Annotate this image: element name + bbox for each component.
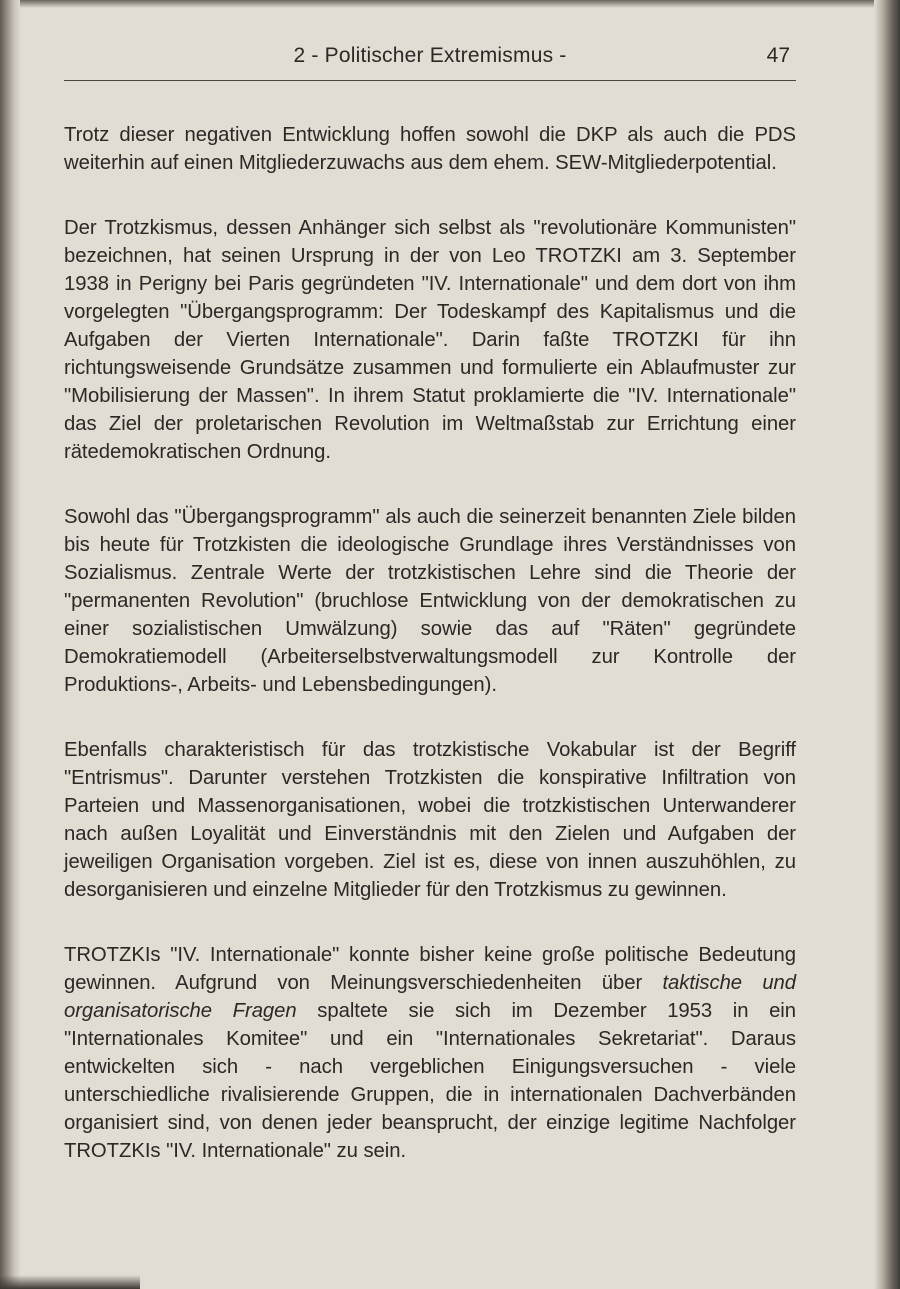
paragraph-trotzkismus-origin: Der Trotzkismus, dessen Anhänger sich selbst als "revolutionäre Kommunisten" bezeichnen, hat seinen Ursprung in der von Leo TROTZKI am 3. September 1938 in Perigny bei Paris gegründeten "IV. Internationale" und dem dort von ihm vorgelegten "Übergangsprogramm: Der Todeskampf des Kapitalismus und die Aufgaben der Vierten Internationale". Darin faßte TROTZKI für ihn richtungsweisende Grundsätze zusammen und formulierte ein Ablaufmuster zur "Mobilisierung der Massen". In ihrem Statut proklamierte die "IV. Internationale" das Ziel der proletarischen Revolution im Weltmaßstab zur Errichtung einer rätedemokratischen Ordnung.: [64, 217, 796, 463]
paragraph-text-before: TROTZKIs "IV. Internationale" konnte bisher keine große politische Bedeutung gewinnen. Aufgrund von Meinungsverschiedenheiten über: [64, 944, 796, 994]
page-number: 47: [766, 44, 790, 67]
paragraph-dkp-pds: Trotz dieser negativen Entwicklung hoffen sowohl die DKP als auch die PDS weiterhin auf einen Mitgliederzuwachs aus dem ehem. SEW-Mitgliederpotential.: [64, 124, 796, 174]
page-header: [64, 36, 796, 81]
document-page: [64, 36, 796, 1202]
document-body: [64, 121, 796, 1165]
paragraph-iv-internationale: [64, 941, 796, 1165]
scan-shadow-right: [874, 0, 900, 1289]
scan-shadow-top: [0, 0, 900, 8]
scan-shadow-left: [0, 0, 20, 1289]
paragraph-uebergangsprogramm: Sowohl das "Übergangsprogramm" als auch die seinerzeit benannten Ziele bilden bis heute für Trotzkisten die ideologische Grundlage ihres Verständnisses von Sozialismus. Zentrale Werte der trotzkistischen Lehre sind die Theorie der "permanenten Revolution" (bruchlose Entwicklung von der demokratischen zu einer sozialistischen Umwälzung) sowie das auf "Räten" gegründete Demokratiemodell (Arbeiterselbstverwaltungsmodell zur Kontrolle der Produktions-, Arbeits- und Lebensbedingungen).: [64, 506, 796, 696]
scan-shadow-bottom: [0, 1275, 140, 1289]
paragraph-italic-phrase: taktische und organisatorische Fragen: [64, 972, 797, 1022]
paragraph-entrismus: Ebenfalls charakteristisch für das trotzkistische Vokabular ist der Begriff "Entrismus". Darunter verstehen Trotzkisten die konspirative Infiltration von Parteien und Massenorganisationen, wobei die trotzkistischen Unterwanderer nach außen Loyalität und Einverständnis mit den Zielen und Aufgaben der jeweiligen Organisation vorgeben. Ziel ist es, diese von innen auszuhöhlen, zu desorganisieren und einzelne Mitglieder für den Trotzkismus zu gewinnen.: [64, 739, 796, 901]
paragraph-text-after: spaltete sie sich im Dezember 1953 in ein "Internationales Komitee" und ein "Internationales Sekretariat". Daraus entwickelten sich - nach vergeblichen Einigungsversuchen - viele unterschiedliche rivalisierende Gruppen, die in internationalen Dachverbänden organisiert sind, von denen jeder beansprucht, der einzige legitime Nachfolger TROTZKIs "IV. Internationale" zu sein.: [64, 1000, 796, 1162]
running-header-title: 2 - Politischer Extremismus -: [293, 44, 567, 67]
